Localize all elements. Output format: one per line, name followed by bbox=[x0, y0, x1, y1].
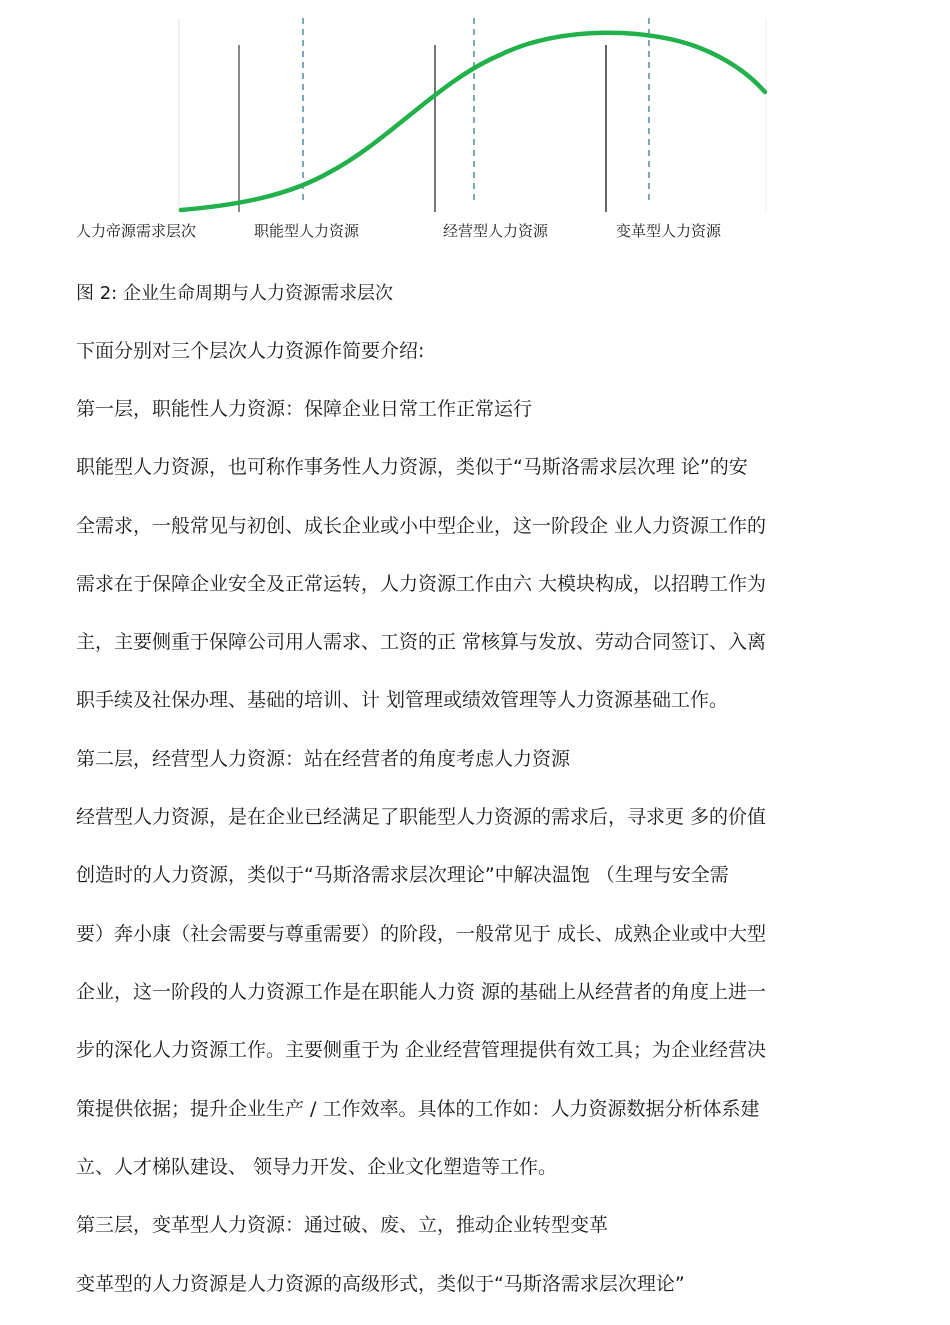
text-line-3: 职能型人力资源，也可称作事务性人力资源，类似于“马斯洛需求层次理 论”的安 bbox=[76, 456, 748, 478]
stage-label-functional: 职能型人力资源 bbox=[254, 222, 360, 240]
text-line-11: 要）奔小康（社会需要与尊重需要）的阶段，一般常见于 成长、成熟企业或中大型 bbox=[76, 923, 767, 945]
text-line-13: 步的深化人力资源工作。主要侧重于为 企业经营管理提供有效工具；为企业经营决 bbox=[76, 1039, 767, 1061]
lifecycle-curve bbox=[181, 33, 765, 210]
text-line-14: 策提供依据；提升企业生产 / 工作效率。具体的工作如：人力资源数据分析体系建 bbox=[76, 1098, 760, 1120]
lifecycle-diagram bbox=[0, 0, 950, 215]
text-line-10: 创造时的人力资源，类似于“马斯洛需求层次理论”中解决温饱 （生理与安全需 bbox=[76, 864, 729, 886]
text-line-17: 变革型的人力资源是人力资源的高级形式，类似于“马斯洛需求层次理论” bbox=[76, 1273, 685, 1295]
text-line-2: 第一层，职能性人力资源：保障企业日常工作正常运行 bbox=[76, 398, 533, 420]
text-line-6: 主，主要侧重于保障公司用人需求、工资的正 常核算与发放、劳动合同签订、入离 bbox=[76, 631, 767, 653]
stage-label-0: 人力帝源需求层次 bbox=[76, 222, 197, 240]
text-line-8: 第二层，经营型人力资源：站在经营者的角度考虑人力资源 bbox=[76, 748, 571, 770]
stage-label-transformational: 变革型人力资源 bbox=[616, 222, 722, 240]
text-line-9: 经营型人力资源，是在企业已经满足了职能型人力资源的需求后，寻求更 多的价值 bbox=[76, 806, 767, 828]
figure-caption: 图 2: 企业生命周期与人力资源需求层次 bbox=[76, 283, 393, 304]
text-line-4: 全需求，一般常见与初创、成长企业或小中型企业，这一阶段企 业人力资源工作的 bbox=[76, 515, 767, 537]
text-line-12: 企业，这一阶段的人力资源工作是在职能人力资 源的基础上从经营者的角度上进一 bbox=[76, 981, 767, 1003]
text-line-5: 需求在于保障企业安全及正常运转，人力资源工作由六 大模块构成，以招聘工作为 bbox=[76, 573, 767, 595]
text-line-15: 立、人才梯队建设、 领导力开发、企业文化塑造等工作。 bbox=[76, 1156, 558, 1178]
lifecycle-figure bbox=[0, 0, 950, 250]
text-line-16: 第三层，变革型人力资源：通过破、废、立，推动企业转型变革 bbox=[76, 1214, 609, 1236]
text-line-7: 职手续及社保办理、基础的培训、计 划管理或绩效管理等人力资源基础工作。 bbox=[76, 689, 729, 711]
stage-label-operational: 经营型人力资源 bbox=[443, 222, 549, 240]
text-line-1: 下面分别对三个层次人力资源作简要介绍: bbox=[76, 340, 425, 362]
